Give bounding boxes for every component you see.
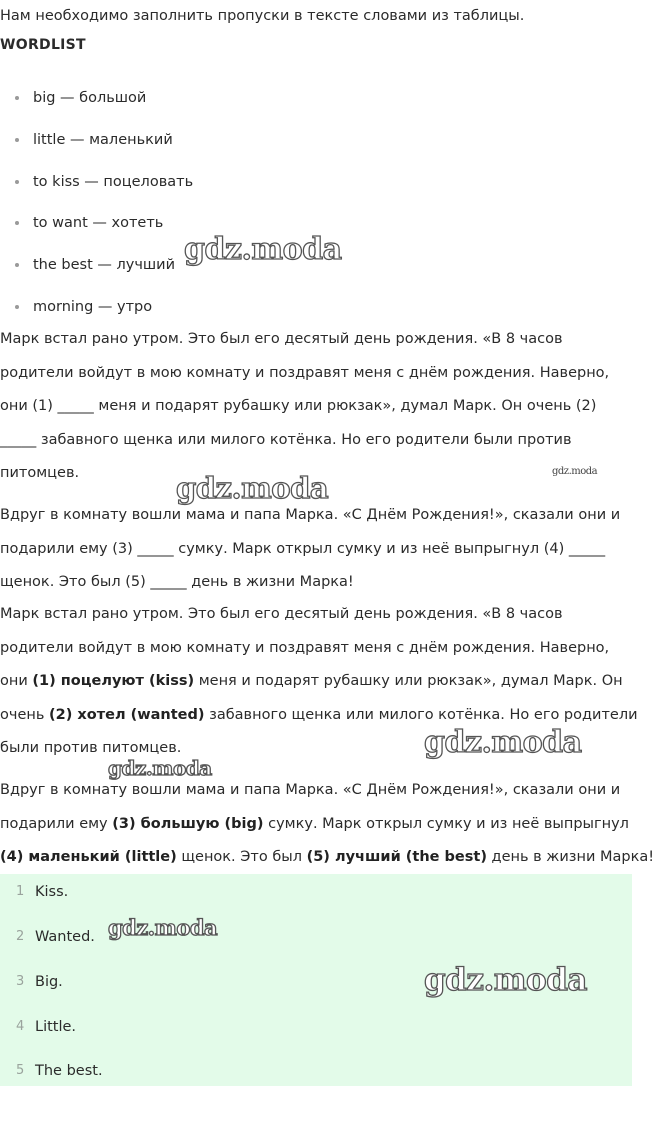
wordlist-heading: WORDLIST — [0, 37, 86, 53]
bullet-icon — [15, 221, 19, 225]
wordlist-item: morning — утро — [0, 297, 193, 339]
watermark: gdz.moda — [108, 915, 218, 940]
answer-4: (4) маленький (little) — [0, 849, 177, 865]
answer-row: 2 Wanted. — [16, 929, 95, 945]
wordlist-item: to kiss — поцеловать — [0, 172, 193, 214]
watermark: gdz.moda — [424, 962, 587, 998]
intro-text: Нам необходимо заполнить пропуски в тексте словами из таблицы. — [0, 8, 525, 24]
answer-row: 3 Big. — [16, 974, 63, 990]
watermark: gdz.moda — [424, 725, 582, 760]
wordlist-item: the best — лучший — [0, 255, 193, 297]
watermark: gdz.moda — [108, 756, 212, 780]
wordlist-item: little — маленький — [0, 130, 193, 172]
bullet-icon — [15, 305, 19, 309]
solution-paragraph-2: Вдруг в комнату вошли мама и папа Марка. «С Днём Рождения!», сказали они и подарили ему (3) большую (big) сумку. Марк открыл сумку и из неё выпрыгнул (4) маленький (little) щенок. Это был (5) лучший (the best) день в жизни Марка! — [0, 782, 654, 865]
bullet-icon — [15, 180, 19, 184]
solution-paragraph-1: Марк встал рано утром. Это был его десятый день рождения. «В 8 часов родители войдут в мою комнату и поздравят меня с днём рождения. Наверно, они (1) поцелуют (kiss) меня и подарят рубашку или рюкзак», думал Марк. Он очень (2) хотел (wanted) забавного щенка или милого котёнка. Но его родители были против питомцев. — [0, 606, 638, 756]
bullet-icon — [15, 96, 19, 100]
answer-row: 4 Little. — [16, 1019, 77, 1035]
watermark: gdz.moda — [552, 466, 598, 477]
task-paragraph-1: Марк встал рано утром. Это был его десятый день рождения. «В 8 часов родители войдут в мою комнату и поздравят меня с днём рождения. Наверно, они (1) _____ меня и подарят рубашку или рюкзак», думал Марк. Он очень (2) _____ забавного щенка или милого котёнка. Но его родители были против питомцев. — [0, 331, 610, 481]
answer-3: (3) большую (big) — [112, 815, 264, 832]
wordlist-item: big — большой — [0, 88, 193, 130]
answer-row: 1 Kiss. — [16, 884, 69, 900]
answer-5: (5) лучший (the best) — [306, 849, 487, 865]
bullet-icon — [15, 138, 19, 142]
watermark: gdz.moda — [176, 471, 329, 505]
bullet-icon — [15, 263, 19, 267]
wordlist — [0, 88, 193, 339]
watermark: gdz.moda — [184, 232, 342, 267]
wordlist-item: to want — хотеть — [0, 213, 193, 255]
answer-1: (1) поцелуют (kiss) — [32, 673, 195, 689]
task-paragraph-2: Вдруг в комнату вошли мама и папа Марка. «С Днём Рождения!», сказали они и подарили ему (3) _____ сумку. Марк открыл сумку и из неё выпрыгнул (4) _____ щенок. Это был (5) _____ день в жизни Марка! — [0, 507, 621, 590]
answer-row: 5 The best. — [16, 1063, 103, 1079]
answer-2: (2) хотел (wanted) — [49, 706, 205, 723]
